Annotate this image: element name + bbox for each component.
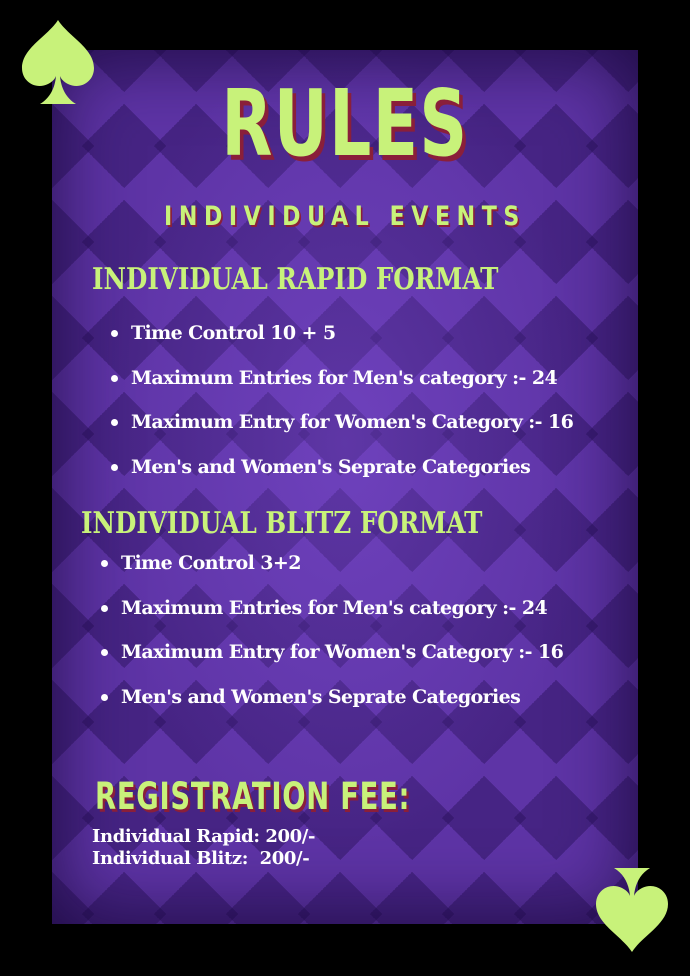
page-title: RULES [221,70,469,177]
registration-fee-heading: REGISTRATION FEE: [95,775,411,818]
rapid-rules-list [111,321,573,499]
list-item: Men's and Women's Seprate Categories [111,455,573,500]
spade-icon [18,18,98,106]
fee-line-blitz: Individual Blitz: 200/- [92,848,310,869]
page-subtitle: INDIVIDUAL EVENTS [164,201,526,232]
registration-fee-details [92,826,315,870]
blitz-rules-list [101,551,563,729]
section-heading-blitz: INDIVIDUAL BLITZ FORMAT [81,506,483,541]
list-item: Maximum Entries for Men's category :- 24 [101,596,563,641]
section-heading-rapid: INDIVIDUAL RAPID FORMAT [92,262,499,297]
list-item: Time Control 3+2 [101,551,563,596]
fee-line-rapid: Individual Rapid: 200/- [92,826,316,847]
list-item: Time Control 10 + 5 [111,321,573,366]
list-item: Maximum Entries for Men's category :- 24 [111,366,573,411]
list-item: Men's and Women's Seprate Categories [101,685,563,730]
spade-icon [592,866,672,954]
list-item: Maximum Entry for Women's Category :- 16 [101,640,563,685]
list-item: Maximum Entry for Women's Category :- 16 [111,410,573,455]
